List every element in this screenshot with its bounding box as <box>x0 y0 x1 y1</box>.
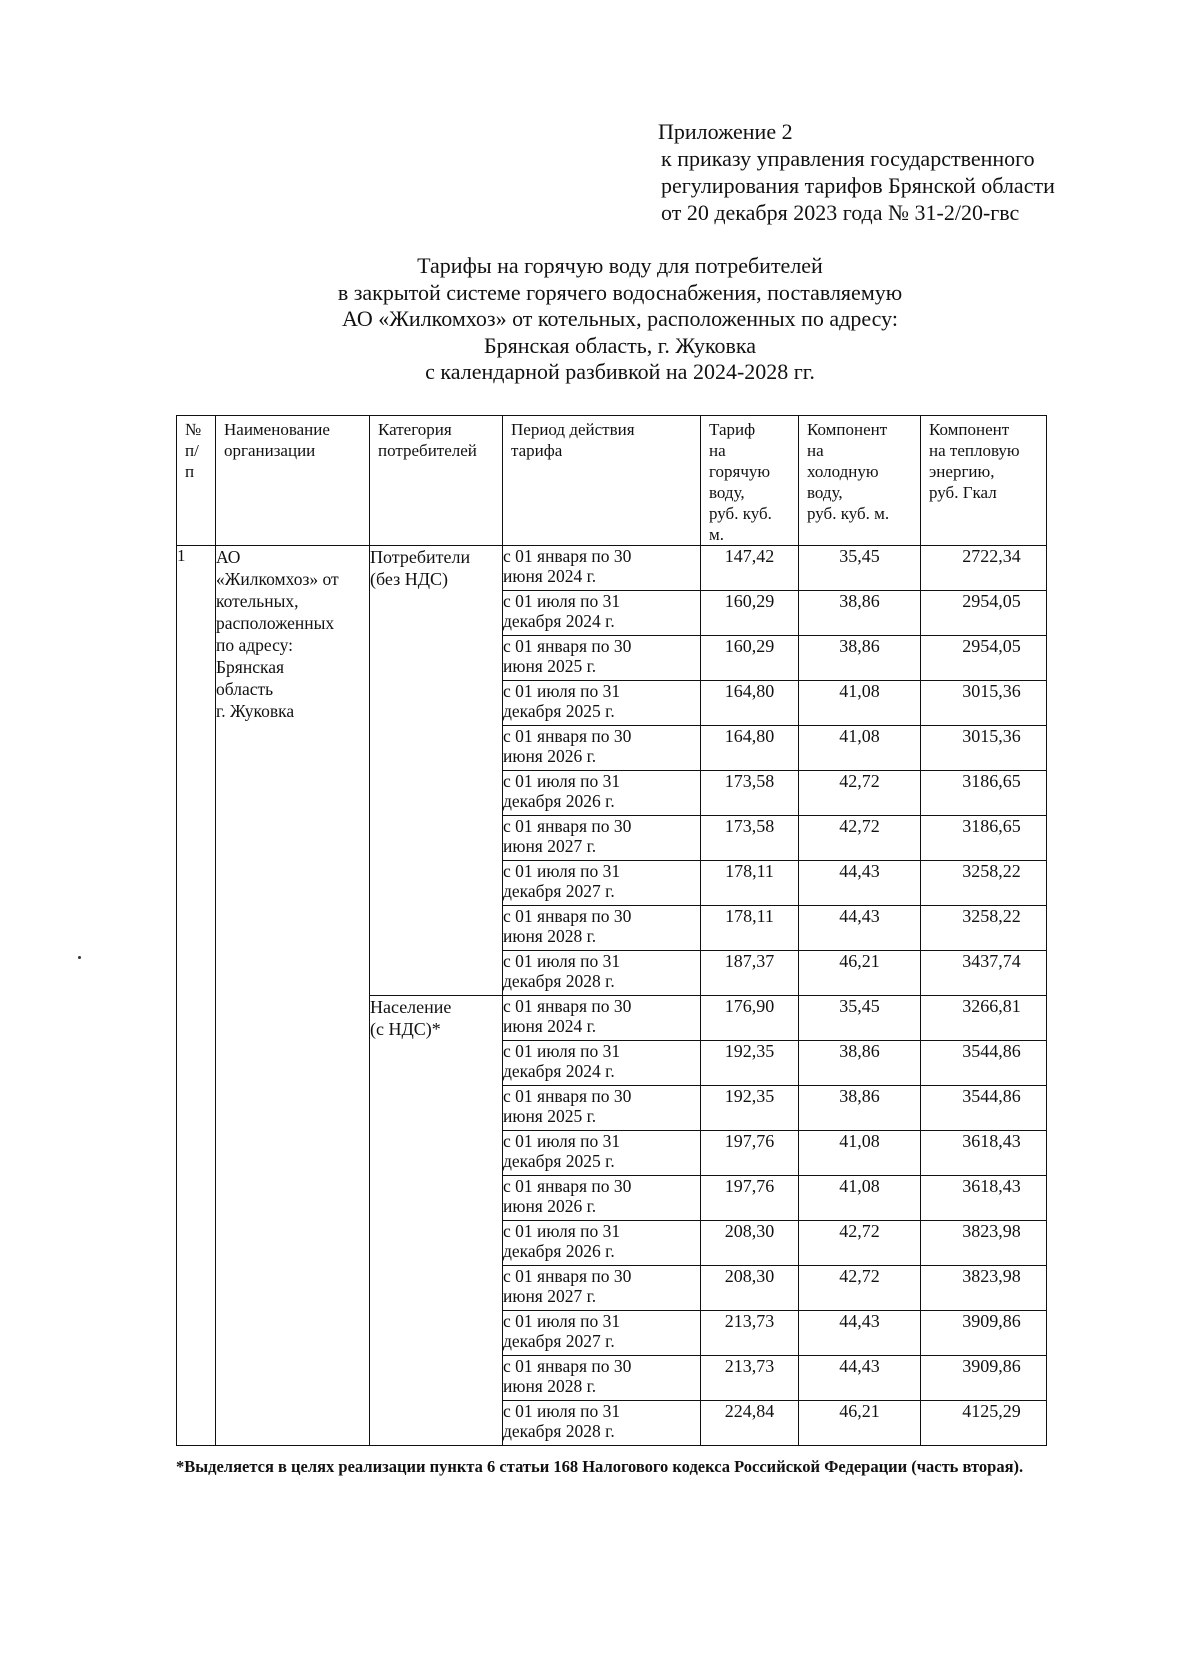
appendix-date-line: от 20 декабря 2023 года № 31-2/20-гвс <box>661 200 1020 225</box>
header-line: руб. куб. м. <box>807 504 890 523</box>
table-header-row <box>177 416 1047 546</box>
tariff-period <box>503 771 701 816</box>
period-line: с 01 января по 30 <box>503 816 632 836</box>
cold-water-component: 35,45 <box>799 546 921 591</box>
heat-energy-component: 3823,98 <box>921 1266 1047 1311</box>
organization-line: АО <box>216 547 241 567</box>
period-line: с 01 января по 30 <box>503 906 632 926</box>
footnote: *Выделяется в целях реализации пункта 6 статьи 168 Налогового кодекса Российской Федерации (часть вторая). <box>176 1457 1024 1476</box>
appendix-header <box>658 118 1055 226</box>
header-period <box>503 416 701 546</box>
period-line: декабря 2028 г. <box>503 971 615 991</box>
cold-water-component: 42,72 <box>799 1266 921 1311</box>
period-line: декабря 2024 г. <box>503 1061 615 1081</box>
tariff-period <box>503 1356 701 1401</box>
period-line: с 01 июля по 31 <box>503 681 621 701</box>
consumer-category <box>370 996 503 1446</box>
heat-energy-component: 3909,86 <box>921 1311 1047 1356</box>
organization-line: Брянская <box>216 657 285 677</box>
header-line: воду, <box>709 483 745 502</box>
tariff-period <box>503 906 701 951</box>
appendix-order-line: к приказу управления государственного <box>661 146 1035 171</box>
cold-water-component: 38,86 <box>799 1041 921 1086</box>
appendix-title: Приложение 2 <box>658 119 793 144</box>
tariff-period <box>503 1131 701 1176</box>
period-line: с 01 июля по 31 <box>503 861 621 881</box>
category-line: (с НДС)* <box>370 1019 441 1039</box>
period-line: с 01 января по 30 <box>503 1266 632 1286</box>
tariff-period <box>503 681 701 726</box>
header-line: энергию, <box>929 462 995 481</box>
cold-water-component: 41,08 <box>799 1176 921 1221</box>
header-line: воду, <box>807 483 843 502</box>
tariff-period <box>503 1176 701 1221</box>
header-line: организации <box>224 441 316 460</box>
period-line: декабря 2028 г. <box>503 1421 615 1441</box>
cold-water-component: 41,08 <box>799 1131 921 1176</box>
tariff-period <box>503 726 701 771</box>
header-category <box>370 416 503 546</box>
cold-water-component: 44,43 <box>799 861 921 906</box>
tariff-period <box>503 1041 701 1086</box>
header-line: № <box>185 420 202 439</box>
period-line: с 01 июля по 31 <box>503 1401 621 1421</box>
period-line: с 01 января по 30 <box>503 546 632 566</box>
heat-energy-component: 3015,36 <box>921 726 1047 771</box>
period-line: декабря 2024 г. <box>503 611 615 631</box>
hot-water-tariff: 192,35 <box>701 1041 799 1086</box>
heat-energy-component: 3258,22 <box>921 906 1047 951</box>
hot-water-tariff: 160,29 <box>701 591 799 636</box>
cold-water-component: 42,72 <box>799 1221 921 1266</box>
hot-water-tariff: 160,29 <box>701 636 799 681</box>
period-line: июня 2024 г. <box>503 566 597 586</box>
header-line: Категория <box>378 420 452 439</box>
hot-water-tariff: 178,11 <box>701 906 799 951</box>
period-line: с 01 июля по 31 <box>503 771 621 791</box>
cold-water-component: 38,86 <box>799 591 921 636</box>
cold-water-component: 38,86 <box>799 1086 921 1131</box>
period-line: декабря 2027 г. <box>503 881 615 901</box>
header-line: Компонент <box>929 420 1010 439</box>
hot-water-tariff: 208,30 <box>701 1221 799 1266</box>
tariff-period <box>503 816 701 861</box>
heat-energy-component: 3823,98 <box>921 1221 1047 1266</box>
title-line: в закрытой системе горячего водоснабжения, поставляемую <box>337 279 903 305</box>
header-num <box>177 416 216 546</box>
period-line: декабря 2026 г. <box>503 1241 615 1261</box>
cold-water-component: 41,08 <box>799 681 921 726</box>
heat-energy-component: 2954,05 <box>921 636 1047 681</box>
header-line: Период действия <box>511 420 635 439</box>
hot-water-tariff: 213,73 <box>701 1311 799 1356</box>
header-line: руб. Гкал <box>929 483 997 502</box>
heat-energy-component: 2722,34 <box>921 546 1047 591</box>
period-line: декабря 2026 г. <box>503 791 615 811</box>
tariff-period <box>503 861 701 906</box>
period-line: с 01 июля по 31 <box>503 591 621 611</box>
period-line: с 01 июля по 31 <box>503 1311 621 1331</box>
period-line: с 01 июля по 31 <box>503 1131 621 1151</box>
cold-water-component: 38,86 <box>799 636 921 681</box>
scan-speck <box>78 956 81 959</box>
period-line: июня 2025 г. <box>503 1106 597 1126</box>
cold-water-component: 44,43 <box>799 906 921 951</box>
cold-water-component: 46,21 <box>799 951 921 996</box>
heat-energy-component: 3544,86 <box>921 1086 1047 1131</box>
hot-water-tariff: 164,80 <box>701 726 799 771</box>
category-line: (без НДС) <box>370 569 449 589</box>
document-title <box>300 253 940 386</box>
hot-water-tariff: 176,90 <box>701 996 799 1041</box>
hot-water-tariff: 147,42 <box>701 546 799 591</box>
hot-water-tariff: 224,84 <box>701 1401 799 1446</box>
period-line: июня 2026 г. <box>503 746 597 766</box>
heat-energy-component: 3186,65 <box>921 771 1047 816</box>
period-line: июня 2027 г. <box>503 1286 597 1306</box>
header-line: м. <box>709 525 725 544</box>
heat-energy-component: 4125,29 <box>921 1401 1047 1446</box>
tariff-period <box>503 996 701 1041</box>
row-number: 1 <box>177 546 216 1446</box>
period-line: декабря 2025 г. <box>503 1151 615 1171</box>
period-line: с 01 января по 30 <box>503 996 632 1016</box>
hot-water-tariff: 208,30 <box>701 1266 799 1311</box>
organization-line: котельных, <box>216 591 299 611</box>
consumer-category <box>370 546 503 996</box>
heat-energy-component: 3909,86 <box>921 1356 1047 1401</box>
header-line: на <box>709 441 726 460</box>
tariff-period <box>503 1266 701 1311</box>
tariff-period <box>503 951 701 996</box>
period-line: июня 2028 г. <box>503 1376 597 1396</box>
period-line: июня 2025 г. <box>503 656 597 676</box>
heat-energy-component: 3437,74 <box>921 951 1047 996</box>
cold-water-component: 46,21 <box>799 1401 921 1446</box>
header-line: горячую <box>709 462 771 481</box>
header-line: Компонент <box>807 420 888 439</box>
period-line: с 01 июля по 31 <box>503 1221 621 1241</box>
title-line: с календарной разбивкой на 2024-2028 гг. <box>425 359 815 384</box>
tariff-period <box>503 546 701 591</box>
cold-water-component: 42,72 <box>799 816 921 861</box>
header-line: п/ <box>185 441 199 460</box>
heat-energy-component: 3258,22 <box>921 861 1047 906</box>
tariff-table <box>176 415 1047 1446</box>
header-heat-energy <box>921 416 1047 546</box>
organization-line: г. Жуковка <box>216 701 295 721</box>
organization-line: расположенных <box>216 613 335 633</box>
title-line: Тарифы на горячую воду для потребителей <box>417 253 823 278</box>
tariff-period <box>503 1311 701 1356</box>
cold-water-component: 44,43 <box>799 1311 921 1356</box>
organization-name <box>216 546 370 1446</box>
hot-water-tariff: 192,35 <box>701 1086 799 1131</box>
heat-energy-component: 2954,05 <box>921 591 1047 636</box>
hot-water-tariff: 178,11 <box>701 861 799 906</box>
hot-water-tariff: 187,37 <box>701 951 799 996</box>
period-line: июня 2024 г. <box>503 1016 597 1036</box>
period-line: с 01 июля по 31 <box>503 951 621 971</box>
header-line: п <box>185 462 195 481</box>
period-line: с 01 января по 30 <box>503 636 632 656</box>
heat-energy-component: 3544,86 <box>921 1041 1047 1086</box>
heat-energy-component: 3618,43 <box>921 1131 1047 1176</box>
table-body <box>177 546 1047 1446</box>
title-line: Брянская область, г. Жуковка <box>483 332 757 358</box>
category-line: Население <box>370 997 452 1017</box>
header-line: тарифа <box>511 441 563 460</box>
table-row <box>177 546 1047 591</box>
cold-water-component: 35,45 <box>799 996 921 1041</box>
header-line: на тепловую <box>929 441 1020 460</box>
header-cold-water <box>799 416 921 546</box>
header-organization <box>216 416 370 546</box>
tariff-period <box>503 636 701 681</box>
period-line: декабря 2027 г. <box>503 1331 615 1351</box>
header-tariff <box>701 416 799 546</box>
organization-line: «Жилкомхоз» от <box>216 569 339 589</box>
hot-water-tariff: 173,58 <box>701 816 799 861</box>
appendix-authority-line: регулирования тарифов Брянской области <box>661 173 1055 198</box>
header-line: Наименование <box>224 420 330 439</box>
hot-water-tariff: 213,73 <box>701 1356 799 1401</box>
tariff-period <box>503 1086 701 1131</box>
tariff-period <box>503 591 701 636</box>
header-line: руб. куб. <box>709 504 772 523</box>
period-line: июня 2028 г. <box>503 926 597 946</box>
heat-energy-component: 3618,43 <box>921 1176 1047 1221</box>
title-line: АО «Жилкомхоз» от котельных, расположенных по адресу: <box>342 306 898 331</box>
header-line: Тариф <box>709 420 756 439</box>
tariff-period <box>503 1401 701 1446</box>
hot-water-tariff: 173,58 <box>701 771 799 816</box>
category-line: Потребители <box>370 547 471 567</box>
header-line: холодную <box>807 462 879 481</box>
heat-energy-component: 3266,81 <box>921 996 1047 1041</box>
cold-water-component: 42,72 <box>799 771 921 816</box>
hot-water-tariff: 197,76 <box>701 1131 799 1176</box>
heat-energy-component: 3015,36 <box>921 681 1047 726</box>
period-line: с 01 января по 30 <box>503 1356 632 1376</box>
tariff-period <box>503 1221 701 1266</box>
organization-line: область <box>216 679 274 699</box>
heat-energy-component: 3186,65 <box>921 816 1047 861</box>
period-line: декабря 2025 г. <box>503 701 615 721</box>
period-line: июня 2026 г. <box>503 1196 597 1216</box>
hot-water-tariff: 197,76 <box>701 1176 799 1221</box>
cold-water-component: 44,43 <box>799 1356 921 1401</box>
cold-water-component: 41,08 <box>799 726 921 771</box>
hot-water-tariff: 164,80 <box>701 681 799 726</box>
header-line: потребителей <box>378 441 477 460</box>
period-line: с 01 января по 30 <box>503 1086 632 1106</box>
period-line: с 01 июля по 31 <box>503 1041 621 1061</box>
period-line: с 01 января по 30 <box>503 726 632 746</box>
header-line: на <box>807 441 824 460</box>
period-line: июня 2027 г. <box>503 836 597 856</box>
organization-line: по адресу: <box>216 635 294 655</box>
period-line: с 01 января по 30 <box>503 1176 632 1196</box>
